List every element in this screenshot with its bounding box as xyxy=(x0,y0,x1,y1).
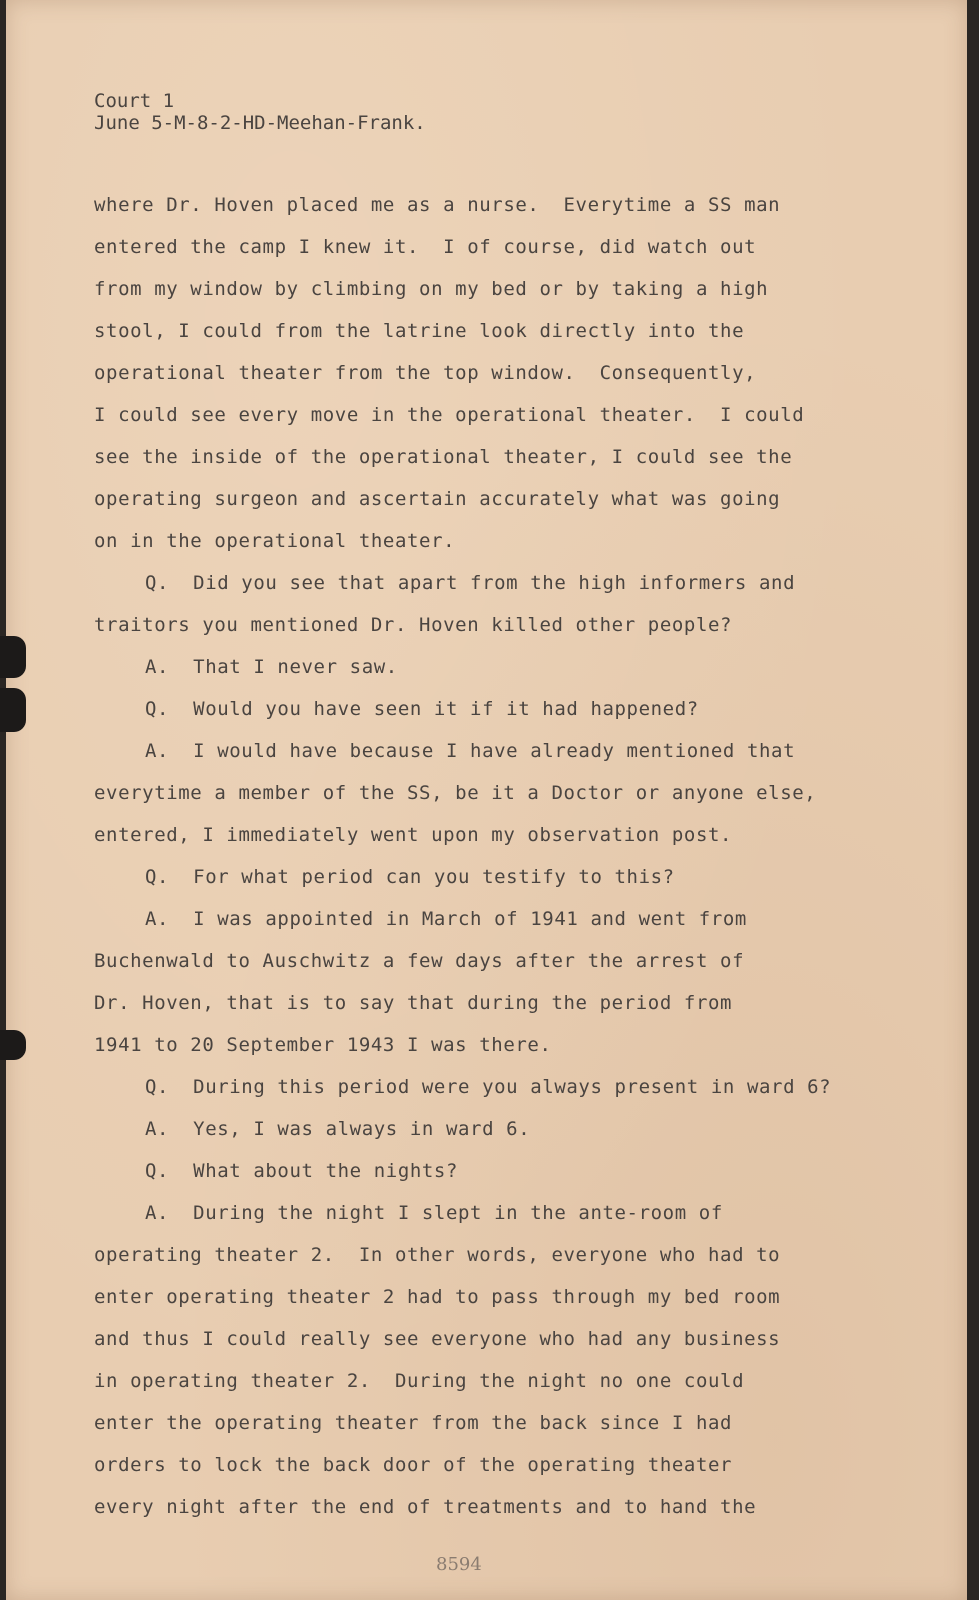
transcript-line: orders to lock the back door of the operating theater xyxy=(94,1454,733,1476)
answer-line: A. That I never saw. xyxy=(145,656,398,678)
answer-line: A. I was appointed in March of 1941 and went from xyxy=(145,908,747,930)
document-header xyxy=(94,90,426,134)
punch-hole xyxy=(0,636,26,678)
transcript-line: operating surgeon and ascertain accurately what was going xyxy=(94,488,781,510)
transcript-line: everytime a member of the SS, be it a Doctor or anyone else, xyxy=(94,782,817,804)
answer-line: A. I would have because I have already mentioned that xyxy=(145,740,796,762)
answer-line: A. During the night I slept in the ante-room of xyxy=(145,1202,723,1224)
transcript-line: traitors you mentioned Dr. Hoven killed other people? xyxy=(94,614,733,636)
transcript-line: from my window by climbing on my bed or by taking a high xyxy=(94,278,769,300)
transcript-line: operating theater 2. In other words, everyone who had to xyxy=(94,1244,781,1266)
transcript-line: on in the operational theater. xyxy=(94,530,456,552)
transcript-line: see the inside of the operational theater, I could see the xyxy=(94,446,793,468)
header-reference: June 5-M-8-2-HD-Meehan-Frank. xyxy=(94,112,426,134)
transcript-line: I could see every move in the operational theater. I could xyxy=(94,404,805,426)
question-line: Q. Did you see that apart from the high informers and xyxy=(145,572,796,594)
transcript-line: operational theater from the top window. Consequently, xyxy=(94,362,757,384)
transcript-line: in operating theater 2. During the night no one could xyxy=(94,1370,745,1392)
transcript-line: entered the camp I knew it. I of course, did watch out xyxy=(94,236,757,258)
punch-hole xyxy=(0,1030,26,1060)
document-page xyxy=(6,0,967,1600)
answer-line: A. Yes, I was always in ward 6. xyxy=(145,1118,531,1140)
transcript-line: enter the operating theater from the back since I had xyxy=(94,1412,733,1434)
page-number: 8594 xyxy=(436,1554,482,1575)
transcript-line: Dr. Hoven, that is to say that during the period from xyxy=(94,992,733,1014)
scan-border xyxy=(967,0,979,1600)
question-line: Q. What about the nights? xyxy=(145,1160,459,1182)
question-line: Q. For what period can you testify to this? xyxy=(145,866,675,888)
transcript-line: entered, I immediately went upon my observation post. xyxy=(94,824,733,846)
transcript-line: and thus I could really see everyone who had any business xyxy=(94,1328,781,1350)
question-line: Q. During this period were you always present in ward 6? xyxy=(145,1076,832,1098)
header-court: Court 1 xyxy=(94,90,175,112)
transcript-line: 1941 to 20 September 1943 I was there. xyxy=(94,1034,552,1056)
punch-hole xyxy=(0,688,26,732)
transcript-line: Buchenwald to Auschwitz a few days after the arrest of xyxy=(94,950,745,972)
transcript-line: enter operating theater 2 had to pass through my bed room xyxy=(94,1286,781,1308)
transcript-line: stool, I could from the latrine look directly into the xyxy=(94,320,745,342)
question-line: Q. Would you have seen it if it had happened? xyxy=(145,698,699,720)
transcript-line: where Dr. Hoven placed me as a nurse. Everytime a SS man xyxy=(94,194,781,216)
transcript-body xyxy=(94,192,894,1536)
transcript-line: every night after the end of treatments and to hand the xyxy=(94,1496,757,1518)
